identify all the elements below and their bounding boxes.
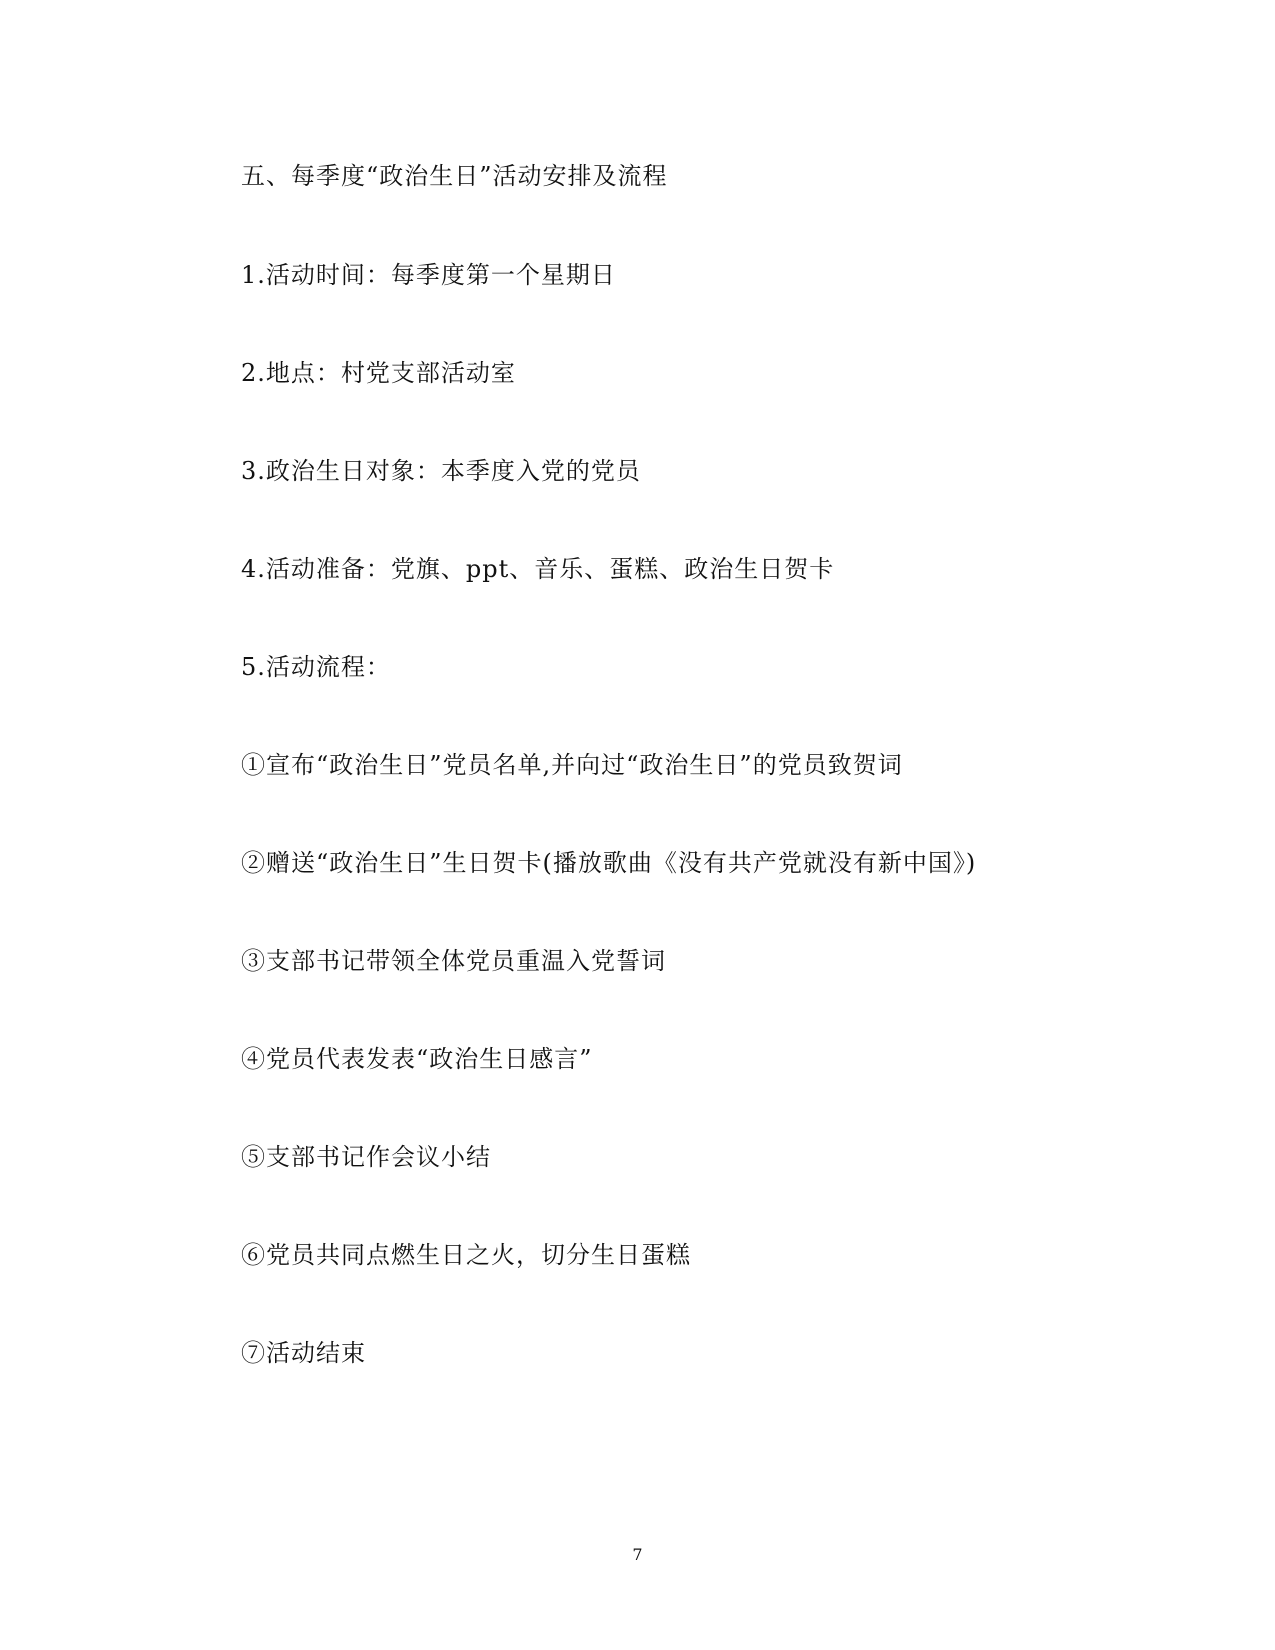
section-heading: 五、每季度“政治生日”活动安排及流程 <box>241 162 668 190</box>
page-number: 7 <box>632 1545 643 1564</box>
item-location: 2.地点：村党支部活动室 <box>241 359 516 387</box>
item-target-members: 3.政治生日对象：本季度入党的党员 <box>241 457 641 485</box>
process-step-5: ⑤支部书记作会议小结 <box>241 1143 491 1171</box>
process-step-7: ⑦活动结束 <box>241 1339 366 1367</box>
process-step-3: ③支部书记带领全体党员重温入党誓词 <box>241 947 666 975</box>
item-preparation: 4.活动准备：党旗、ppt、音乐、蛋糕、政治生日贺卡 <box>241 555 835 583</box>
process-step-2: ②赠送“政治生日”生日贺卡(播放歌曲《没有共产党就没有新中国》) <box>241 849 977 877</box>
process-step-4: ④党员代表发表“政治生日感言” <box>241 1045 593 1073</box>
item-activity-time: 1.活动时间：每季度第一个星期日 <box>241 261 616 289</box>
item-process-heading: 5.活动流程： <box>241 653 391 681</box>
process-step-1: ①宣布“政治生日”党员名单,并向过“政治生日”的党员致贺词 <box>241 751 903 779</box>
process-step-6: ⑥党员共同点燃生日之火，切分生日蛋糕 <box>241 1241 691 1269</box>
